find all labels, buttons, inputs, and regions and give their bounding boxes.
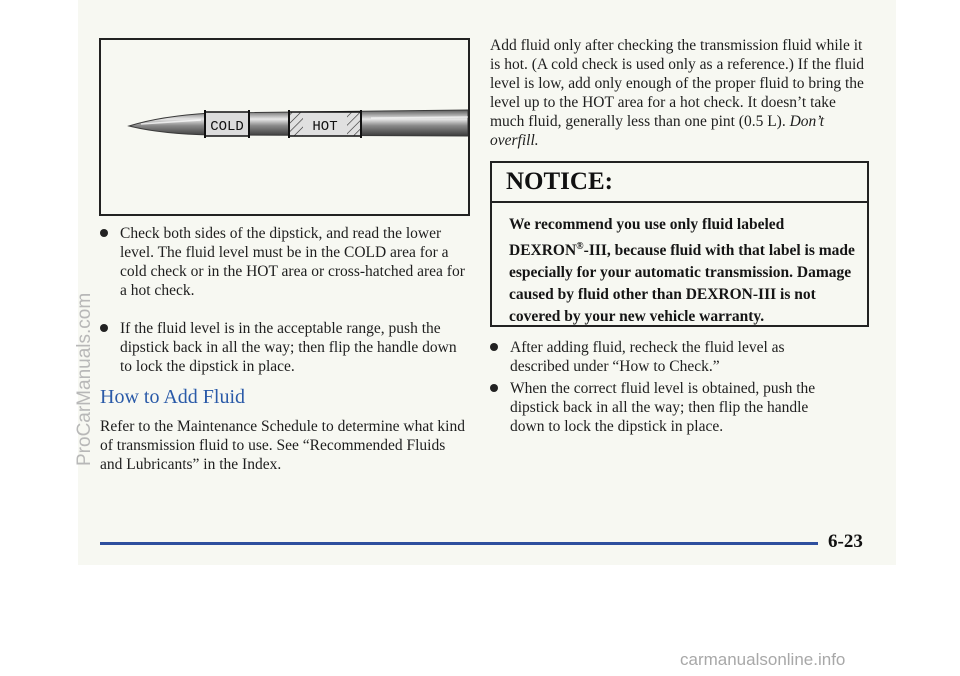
- intro-emphasis: Don’t overfill.: [490, 113, 825, 149]
- section-heading: How to Add Fluid: [100, 386, 246, 408]
- list-item-text: Check both sides of the dipstick, and read the lower level. The fluid level must be in the COLD area for a cold check or in the HOT area or cross-hatched area for a hot check.: [120, 225, 465, 299]
- list-item-text: If the fluid level is in the acceptable range, push the dipstick back in all the way; then flip the handle down to lock the dipstick in place.: [120, 320, 457, 375]
- notice-text: [509, 214, 859, 328]
- list-item: [100, 224, 470, 304]
- list-item: [490, 338, 865, 378]
- hot-hatch-left: [289, 112, 303, 136]
- notice-text-end: -III, because fluid with that label is made especially for your automatic transmission. Damage caused by fluid other than DEXRON-III is not covered by your new vehicle warranty.: [509, 242, 855, 326]
- hot-hatch-right: [347, 112, 361, 136]
- side-watermark: ProCarManuals.com: [74, 292, 95, 466]
- list-item: [100, 319, 470, 379]
- registered-mark: ®: [576, 241, 584, 252]
- bullet-icon: [100, 229, 108, 237]
- bottom-watermark: carmanualsonline.info: [680, 650, 846, 669]
- notice-header: [492, 163, 867, 203]
- how-to-add-paragraph: Refer to the Maintenance Schedule to determine what kind of transmission fluid to use. See “Recommended Fluids and Lubricants” in the Index.: [100, 418, 465, 473]
- list-item: [490, 379, 865, 439]
- bullet-icon: [100, 324, 108, 332]
- footer-rule: [100, 542, 818, 545]
- dipstick-illustration: [101, 40, 468, 214]
- notice-title: NOTICE:: [506, 168, 613, 195]
- bullet-icon: [490, 343, 498, 351]
- dipstick-figure: [99, 38, 470, 216]
- bullet-icon: [490, 384, 498, 392]
- intro-text: Add fluid only after checking the transmission fluid while it is hot. (A cold check is used only as a reference.) If the fluid level is low, add only enough of the proper fluid to bring the level up to the HOT area for a hot check. It doesn’t take much fluid, generally less than one pint (0.5 L).: [490, 37, 865, 130]
- notice-text-start: We recommend you use only fluid labeled DEXRON: [509, 216, 785, 260]
- page-number: 6-23: [828, 531, 863, 552]
- notice-box: [490, 161, 869, 327]
- intro-paragraph: [490, 36, 872, 150]
- list-item-text: After adding fluid, recheck the fluid level as described under “How to Check.”: [510, 339, 785, 375]
- list-item-text: When the correct fluid level is obtained, push the dipstick back in all the way; then flip the handle down to lock the dipstick in place.: [510, 380, 816, 435]
- cold-label: COLD: [210, 119, 244, 135]
- hot-label: HOT: [312, 119, 338, 135]
